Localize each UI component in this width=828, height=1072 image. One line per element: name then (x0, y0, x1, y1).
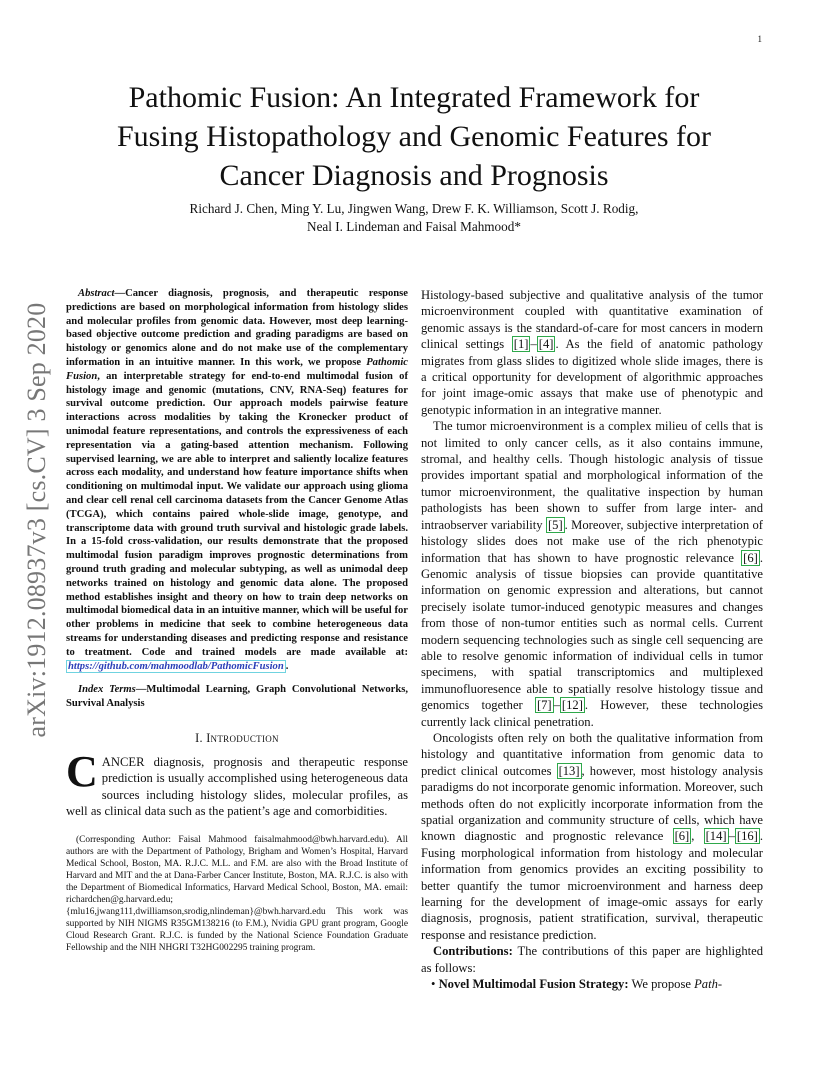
bullet-icon: • (431, 977, 436, 992)
page-number: 1 (757, 34, 762, 44)
author-list (60, 200, 768, 236)
citation-link[interactable]: [7] (536, 698, 552, 713)
arxiv-watermark (12, 290, 62, 750)
citation-link[interactable]: [12] (561, 698, 583, 713)
body-paragraph: Histology-based subjective and qualitative analysis of the tumor microenvironment coupled with quantitative examination of genomic assays is the standard-of-care for most cancers in modern clinical settings [1] – [4] . As the field of anatomic pathology migrates from glass slides to digitized whole slide images, there is a critical opportunity for development of algorithmic approaches for joint image-omic assays that make use of phenotypic and genotypic information in an integrative manner. (421, 288, 763, 417)
paper-title (60, 78, 768, 195)
arxiv-id: arXiv:1912.08937v3 [cs.CV] 3 Sep 2020 (22, 302, 51, 738)
bullet-item: • Novel Multimodal Fusion Strategy: We propose Path- (431, 977, 723, 992)
contributions-label: Contributions: (433, 944, 513, 959)
citation-link[interactable]: [14] (705, 829, 727, 844)
citation-link[interactable]: [1] (513, 337, 529, 352)
intro-paragraph: CANCER diagnosis, prognosis and therapeutic response prediction is usually accomplished using heterogeneous data sources including histology slides, molecular profiles, as well as clinical data such as the patient’s age and comorbidities. (66, 746, 408, 819)
index-terms: Index Terms—Multimodal Learning, Graph Convolutional Networks, Survival Analysis (66, 684, 408, 710)
body-paragraph: Oncologists often rely on both the qualitative information from histology and quantitative information from genomic data to predict clinical outcomes [13] , however, most histology analysis paradigms do not incorporate genomic information. Moreover, such methods often do not explicitly incorporate information from the spatial organization and community structure of cells, which have known diagnostic and prognostic relevance [6] , [14] – [16] . Fusing morphological information from histology and molecular information from genomics provides an exciting possibility to better quantify the tumor microenvironment and harness deep learning for the development of image-omic assays for early diagnosis, prognosis, patient stratification, survival, therapeutic response and resistance prediction. (421, 730, 764, 942)
right-column (421, 287, 763, 992)
code-link[interactable]: https://github.com/mahmoodlab/PathomicFusion (68, 660, 284, 672)
abstract-label: Abstract (78, 288, 115, 299)
abstract-method-name: Pathomic Fusion (66, 356, 408, 382)
drop-cap: C (66, 746, 98, 796)
citation-link[interactable]: [13] (558, 763, 580, 778)
index-terms-text: Multimodal Learning, Graph Convolutional Networks, Survival Analysis (66, 684, 408, 710)
abstract-text: , an interpretable strategy for end-to-end multimodal fusion of histology image and genomic (mutations, CNV, RNA-Seq) features for survival outcome prediction. Our approach models pairwise feature interactions across modalities by taking the Kronecker product of unimodal feature representations, and controls the expressiveness of each representation via a gating-based attention mechanism. Following supervised learning, we are able to interpret and saliently localize features across each modality, and understand how feature importance shifts when conditioning on multimodal input. We validate our approach using glioma and clear cell renal cell carcinoma datasets from the Cancer Genome Atlas (TCGA), which contains paired whole-slide image, genotype, and transcriptome data with ground truth survival and histologic grade labels. In a 15-fold cross-validation, our results demonstrate that the proposed multimodal fusion paradigm improves prognostic determinations from ground truth grading and molecular subtyping, as well as unimodal deep networks trained on histology and genomic data alone. The proposed method establishes insight and theory on how to train deep networks on multimodal biomedical data in an intuitive manner, which will be useful for other problems in medicine that seek to combine heterogeneous data streams for understanding diseases and predicting response and resistance to treatment. Code and trained models are made available at: (66, 370, 408, 658)
section-heading: I. Introduction (195, 730, 279, 745)
title-line: Pathomic Fusion: An Integrated Framework for (128, 81, 700, 114)
abstract: Abstract—Cancer diagnosis, prognosis, and therapeutic response predictions are based on morphological information from histology slides and molecular profiles from genomic data. However, most deep learning-based objective outcome prediction and grading paradigms are based on histology or genomics alone and do not make use of the complementary information in an intuitive manner. In this work, we propose Pathomic Fusion, an interpretable strategy for end-to-end multimodal fusion of histology image and genomic (mutations, CNV, RNA-Seq) features for survival outcome prediction. Our approach models pairwise feature interactions across modalities by taking the Kronecker product of unimodal feature representations, and controls the expressiveness of each representation via a gating-based attention mechanism. Following supervised learning, we are able to interpret and saliently localize features across each modality, and understand how feature importance shifts when conditioning on multimodal input. We validate our approach using glioma and clear cell renal cell carcinoma datasets from the Cancer Genome Atlas (TCGA), which contains paired whole-slide image, genotype, and transcriptome data with ground truth survival and histologic grade labels. In a 15-fold cross-validation, our results demonstrate that the proposed multimodal fusion paradigm improves prognostic determinations from ground truth grading and molecular subtyping, as well as unimodal deep networks trained on histology and genomic data alone. The proposed method establishes insight and theory on how to train deep networks on multimodal biomedical data in an intuitive manner, which will be useful for other problems in medicine that seek to combine heterogeneous data streams for understanding diseases and predicting response and resistance to treatment. Code and trained models are made available at: https://github.com/mahmoodlab/PathomicFusion . (66, 288, 408, 672)
citation-link[interactable]: [6] (743, 550, 758, 565)
footnote: (Corresponding Author: Faisal Mahmood faisalmahmood@bwh.harvard.edu). All authors are with the Department of Pathology, Brigham and Women’s Hospital, Harvard Medical School, Boston, MA. R.J.C. M.L. and F.M. are also with the Broad Institute of Harvard and MIT and the at Dana-Farber Cancer Institute, Boston, MA. R.J.C. is also with the Department of Biomedical Informatics, Harvard Medical School, Boston, MA. email: richardchen@g.harvard.edu; {mlu16,jwang111,dwilliamson,srodig,nlindeman}@bwh.harvard.edu This work was supported by NIH NIGMS R35GM138216 (to F.M.), Nvidia GPU grant program, Google Cloud Research Grant. R.J.C. is funded by the National Science Foundation Graduate Fellowship and the NIH NHGRI T32HG002295 training program. (66, 834, 408, 954)
contributions-paragraph: Contributions: The contributions of this paper are highlighted as follows: (421, 944, 763, 975)
author-line: Neal I. Lindeman and Faisal Mahmood* (307, 219, 521, 234)
body-paragraph: The tumor microenvironment is a complex milieu of cells that is not limited to only cancer cells, as it also contains immune, stromal, and healthy cells. Though histologic analysis of tissue provides important spatial and morphological information of the tumor microenvironment, the qualitative inspection by human pathologists has been shown to suffer from large inter- and intraobserver variability [5] . Moreover, subjective interpretation of histology slides does not make use of the rich phenotypic information that has shown to have prognostic relevance [6] . Genomic analysis of tissue biopsies can provide quantitative information on genomic expression and alterations, but cannot precisely isolate tumor-induced genotypic measures and changes from those of non-tumor entities such as normal cells. Current modern sequencing technologies such as single cell sequencing are able to resolve genomic information of individual cells in tumor specimens, with spatial transcriptomics and multiplexed immunofluoresence able to spatially resolve histology tissue and genomics together [7] – [12] . However, these technologies currently lack clinical penetration. (421, 419, 763, 729)
title-line: Cancer Diagnosis and Prognosis (219, 159, 609, 192)
citation-link[interactable]: [4] (538, 337, 554, 352)
citation-link[interactable]: [16] (736, 829, 758, 844)
title-line: Fusing Histopathology and Genomic Features for (116, 120, 712, 153)
citation-link[interactable]: [5] (547, 517, 563, 532)
abstract-text: Cancer diagnosis, prognosis, and therapeutic response predictions are based on morphological information from histology slides and molecular profiles from genomic data. However, most deep learning-based objective outcome prediction and grading paradigms are based on histology or genomics alone and do not make use of the complementary information in an intuitive manner. In this work, we propose (66, 288, 408, 368)
citation-link[interactable]: [6] (674, 829, 690, 844)
index-terms-label: Index Terms (78, 684, 136, 696)
left-column (66, 287, 408, 954)
author-line: Richard J. Chen, Ming Y. Lu, Jingwen Wang, Drew F. K. Williamson, Scott J. Rodig, (189, 201, 639, 216)
